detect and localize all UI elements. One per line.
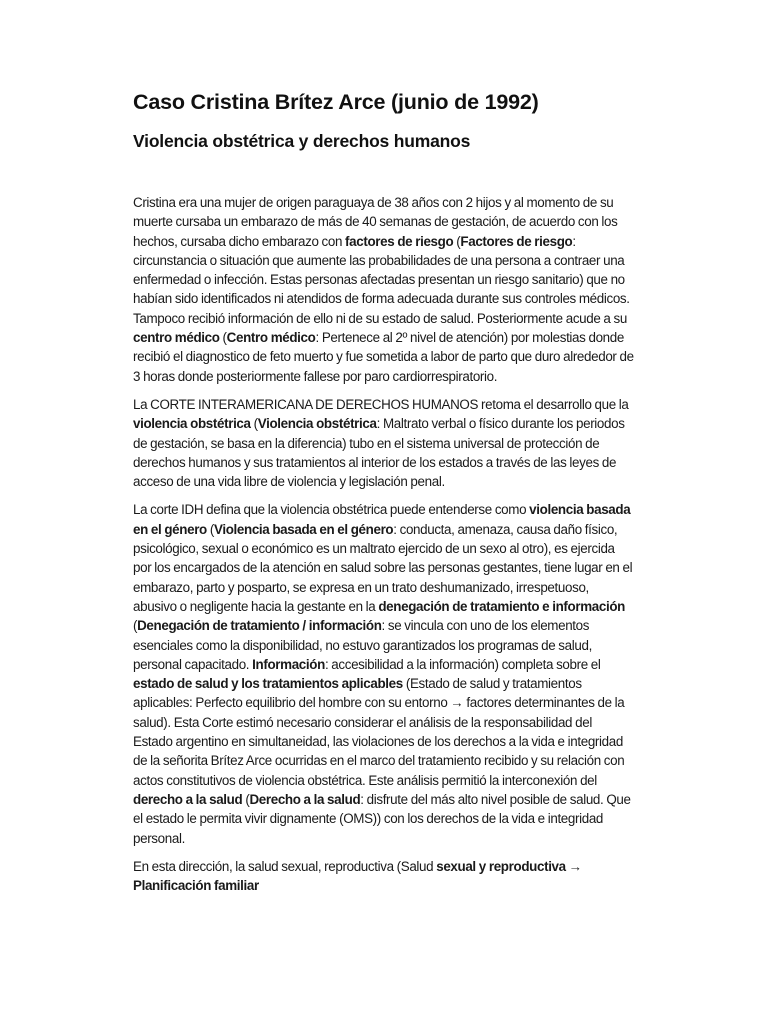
text-run: : accesibilidad a la información) completa sobre el: [324, 656, 601, 672]
text-run: : conducta, amenaza, causa daño físico, psicológico, sexual o económico es un maltrato ejercido de un sexo al otro), es ejercida por los encargados de la atención en salud sobre las personas gestantes, tiene lugar en el embarazo, parto y posparto, se expresa en un trato deshumanizado, irrespetuoso, abusivo o negligente hacia la gestante en la: [133, 521, 633, 614]
text-run: (: [453, 233, 461, 249]
bold-term: Centro médico: [226, 330, 316, 346]
text-run: (: [206, 521, 214, 537]
bold-term: Violencia basada en el género: [213, 521, 394, 537]
paragraph-2: [133, 395, 634, 491]
text-run: (: [242, 791, 250, 807]
text-run: La corte IDH defina que la violencia obstétrica puede entenderse como: [133, 502, 530, 518]
text-run: Cristina era una mujer de origen paraguaya de 38 años con 2 hijos y al momento de su muerte cursaba un embarazo de más de 40 semanas de gestación, de acuerdo con los hechos, cursaba dicho embarazo con: [133, 195, 618, 249]
text-run: : circunstancia o situación que aumente las probabilidades de una persona a contraer una enfermedad o infección. Estas personas afectadas presentan un riesgo sanitario) que no habían sido identificados ni atendidos de forma adecuada durante sus controles médicos. Tampoco recibió información de ello ni de su estado de salud. Posteriormente acude a su: [133, 233, 630, 326]
bold-term: Violencia obstétrica: [257, 416, 377, 432]
document-body: [133, 193, 634, 904]
text-run: : Maltrato verbal o físico durante los periodos de gestación, se basa en la diferencia) tubo en el sistema universal de protección de derechos humanos y sus tratamientos al interior de los estados a través de las leyes de acceso de una vida libre de violencia y legislación penal.: [133, 416, 625, 490]
bold-term: Información: [252, 656, 325, 672]
document-title: Caso Cristina Brítez Arce (junio de 1992): [133, 90, 539, 114]
bold-term: sexual y reproductiva → Planificación familiar: [133, 858, 582, 894]
bold-term: violencia obstétrica: [133, 416, 251, 432]
bold-term: factores de riesgo: [345, 233, 454, 249]
bold-term: centro médico: [133, 330, 220, 346]
text-run: (: [250, 416, 258, 432]
text-run: En esta dirección, la salud sexual, reproductiva (Salud: [133, 858, 437, 874]
bold-term: Factores de riesgo: [460, 233, 573, 249]
bold-term: Denegación de tratamiento / información: [137, 618, 382, 634]
text-run: (: [133, 618, 138, 634]
bold-term: Derecho a la salud: [249, 791, 361, 807]
bold-term: denegación de tratamiento e información: [378, 598, 626, 614]
bold-term: violencia basada en el género: [133, 502, 631, 537]
bold-term: estado de salud y los tratamientos aplicables: [133, 676, 403, 692]
text-run: : se vincula con uno de los elementos esenciales como la disponibilidad, no estuvo garantizados los programas de salud, personal capacitado.: [133, 618, 592, 672]
text-run: La CORTE INTERAMERICANA DE DERECHOS HUMANOS retoma el desarrollo que la: [133, 396, 629, 412]
text-run: : Pertenece al 2º nivel de atención) por molestias donde recibió el diagnostico de feto muerto y fue sometida a labor de parto que duro alrededor de 3 horas donde posteriormente fallese por paro cardiorrespiratorio.: [133, 330, 634, 384]
text-run: (Estado de salud y tratamientos aplicables: Perfecto equilibrio del hombre con su entorno → factores determinantes de la salud). Esta Corte estimó necesario considerar el análisis de la responsabilidad del Estado argentino en simultaneidad, las violaciones de los derechos a la vida e integridad de la señorita Brítez Arce ocurridas en el marco del tratamiento recibido y su relación con actos constitutivos de violencia obstétrica. Este análisis permitió la interconexión del: [133, 676, 625, 788]
text-run: (: [219, 330, 227, 346]
bold-term: derecho a la salud: [133, 791, 243, 807]
paragraph-3: [133, 500, 634, 847]
document-subtitle: Violencia obstétrica y derechos humanos: [133, 131, 471, 151]
paragraph-1: [133, 193, 634, 386]
text-run: : disfrute del más alto nivel posible de salud. Que el estado le permita vivir dignamente (OMS)) con los derechos de la vida e integridad personal.: [133, 791, 631, 846]
paragraph-4: [133, 857, 634, 896]
